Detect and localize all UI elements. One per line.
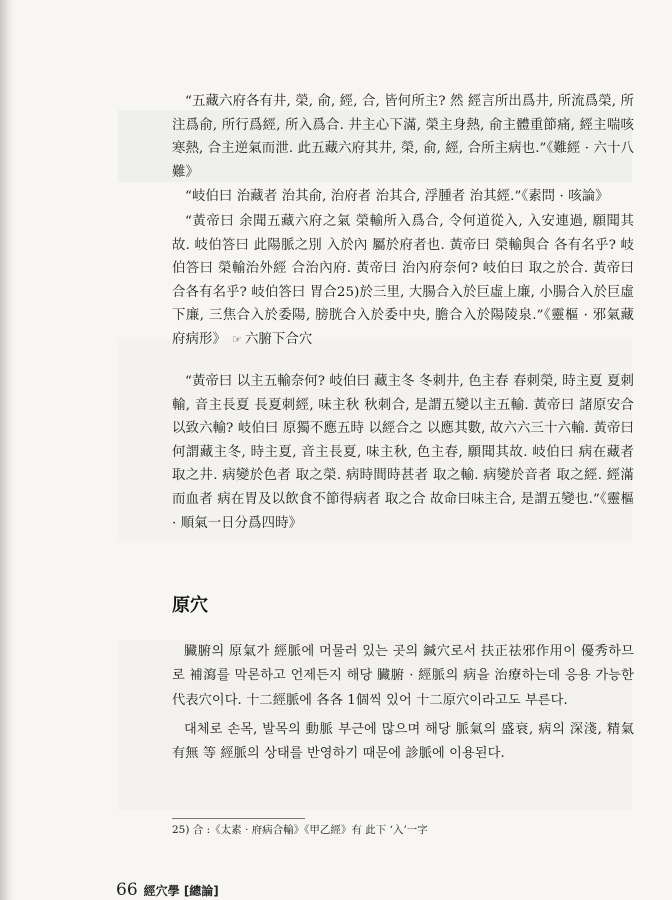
quote-lingshu-xieqi <box>172 210 634 352</box>
body-paragraph-2: 대체로 손목, 발목의 動脈 부근에 많으며 해당 脈氣의 盛衰, 病의 深淺, 精氣有無 等 經脈의 상태를 반영하기 때문에 診脈에 이용된다. <box>172 722 634 762</box>
quote-lingshu-shunqi: “黃帝曰 以主五輸奈何? 岐伯曰 藏主冬 冬刺井, 色主春 春刺榮, 時主夏 夏刺輸, 音主長夏 長夏刺經, 味主秋 秋刺合, 是謂五變以主五輸. 黃帝曰 諸原安合 以致六輸? 岐伯曰 原獨不應五時 以經合之 以應其數, 故六六三十六輸. 黃帝曰 何謂藏主冬, 時主夏, 音主長夏, 味主秋, 色主春, 願聞其故. 岐伯曰 病在藏者 取之井. 病變於色者 取之榮. 病時間時甚者 取之輸. 病變於音者 取之經. 經滿而血者 病在胃及以飲食不節得病者 取之合 故命曰味主合, 是謂五變也.”《靈樞 · 順氣一日分爲四時》 <box>172 374 635 531</box>
footnote: 25) 合 :《太素 · 府病合輸》《甲乙經》有 此下 ‘入’一字 <box>172 824 428 836</box>
quote-lingshu-xieqi-text: “黃帝曰 余聞五藏六府之氣 榮輸所入爲合, 令何道從入, 入安連過, 願聞其故. 岐伯答曰 此陽脈之別 入於內 屬於府者也. 黃帝曰 榮輸與合 各有名乎? 岐伯答曰 榮輸治外經 合治內府. 黃帝曰 治內府奈何? 岐伯曰 取之於合. 黃帝曰 合各有名乎? 岐伯答曰 胃合25)於三里, 大腸合入於巨虛上廉, 小腸合入於巨虛下廉, 三焦合入於委陽, 膀胱合入於委中央, 膽合入於陽陵泉.”《靈樞 · 邪氣藏府病形》 <box>172 214 634 347</box>
footnote-divider <box>172 818 305 819</box>
page-footer <box>116 880 219 900</box>
section-heading: 原穴 <box>172 595 208 616</box>
running-title: 經穴學 [總論] <box>143 884 219 898</box>
page-number: 66 <box>116 880 138 900</box>
quote-suwen-kelun: “岐伯曰 治藏者 治其俞, 治府者 治其合, 浮腫者 治其經.”《素問 · 咳論》 <box>185 189 609 204</box>
cross-reference-link[interactable]: 六腑下合穴 <box>244 331 313 347</box>
quote-nanjing-68: “五藏六府各有井, 榮, 俞, 經, 合, 皆何所主? 然 經言所出爲井, 所流爲榮, 所注爲俞, 所行爲經, 所入爲合. 井主心下滿, 榮主身熱, 俞主體重節痛, 經主喘咳寒熱, 合主逆氣而泄. 此五藏六府其井, 榮, 俞, 經, 合所主病也.”《難經 · 六十八難》 <box>172 94 634 180</box>
book-spine-shadow <box>0 0 14 900</box>
body-paragraph-1: 臟腑의 原氣가 經脈에 머물러 있는 곳의 鍼穴로서 扶正祛邪作用이 優秀하므로 補瀉를 막론하고 언제든지 해당 臟腑 · 經脈의 病을 治療하는데 응용 가능한 代表穴이다. 十二經脈에 各各 1個씩 있어 十二原穴이라고도 부른다. <box>172 644 634 708</box>
pointing-hand-icon: ☞ <box>231 332 242 346</box>
